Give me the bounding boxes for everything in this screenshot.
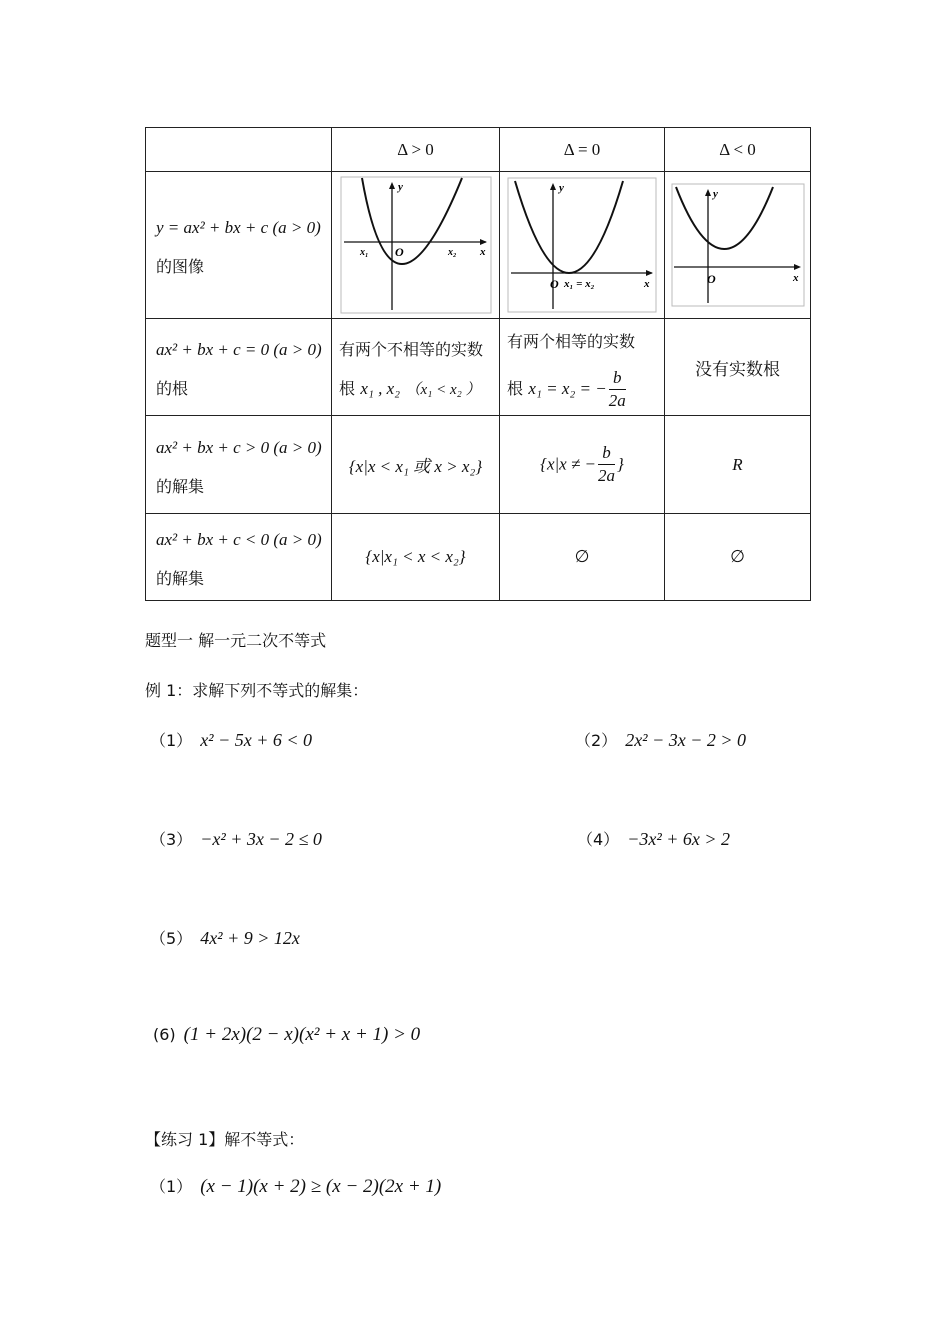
- table-row-roots: [146, 319, 811, 416]
- graph2-axis-y: y: [559, 182, 564, 194]
- graph1-origin: O: [394, 245, 404, 259]
- graph-label-text: 的图像: [156, 257, 205, 276]
- roots-eq-expr: x₁ = x₂ = −: [528, 379, 607, 398]
- example-item-3-num: （3）: [150, 830, 193, 849]
- example-item-4-expr: −3x² + 6x > 2: [627, 829, 731, 849]
- graph1-axis-y: y: [397, 181, 403, 193]
- graph-cell-delta-positive: [332, 172, 500, 319]
- roots-cell-delta-negative: 没有实数根: [665, 319, 811, 416]
- graph-cell-delta-negative: [665, 172, 811, 319]
- lt-label-text: 的解集: [156, 569, 205, 588]
- example-item-1-num: （1）: [150, 731, 193, 750]
- lt-solution-delta-zero: ∅: [500, 514, 665, 601]
- practice-item-1: [150, 1174, 441, 1198]
- example-item-2-num: （2）: [575, 731, 618, 750]
- roots-eq-frac-den: 2a: [608, 390, 626, 410]
- gt-eq-close: }: [617, 454, 624, 474]
- gt-eq-frac-den: 2a: [598, 466, 616, 485]
- row-label-gt: [146, 416, 332, 514]
- roots-eq-prefix: 根: [507, 379, 524, 398]
- example-item-6: [153, 1024, 420, 1046]
- section-title: 题型一 解一元二次不等式: [145, 631, 327, 650]
- header-empty: [146, 128, 332, 172]
- parabola-one-root-graph: [507, 177, 657, 313]
- header-delta-positive: Δ > 0: [332, 128, 500, 172]
- example-item-4-num: （4）: [577, 830, 620, 849]
- graph-function-formula: y = ax² + bx + c (a > 0): [156, 218, 321, 237]
- gt-solution-delta-zero: [500, 416, 665, 514]
- graph3-origin: O: [706, 272, 716, 286]
- graph3-axis-y: y: [712, 188, 718, 200]
- table-header-row: [146, 128, 811, 172]
- gt-inequality-formula: ax² + bx + c > 0 (a > 0): [156, 437, 322, 457]
- lt-solution-delta-negative: ∅: [665, 514, 811, 601]
- lt-solution-delta-positive: {x|x₁ < x < x₂}: [332, 514, 500, 601]
- gt-eq-expr: {x|x ≠ −: [540, 454, 597, 474]
- example-item-4: [577, 827, 730, 850]
- gt-eq-frac-num: b: [598, 442, 615, 465]
- graph1-axis-x: x: [479, 246, 485, 258]
- parabola-no-root-graph: [671, 183, 805, 307]
- roots-gt-line1: 有两个不相等的实数: [339, 340, 484, 359]
- graph2-root: x₁ = x₂: [564, 278, 595, 290]
- roots-eq-frac-num: b: [609, 367, 626, 390]
- gt-label-text: 的解集: [156, 476, 205, 496]
- graph-cell-delta-zero: [500, 172, 665, 319]
- roots-equation-formula: ax² + bx + c = 0 (a > 0): [156, 340, 322, 359]
- gt-solution-delta-positive: {x|x < x₁ 或 x > x₂}: [332, 416, 500, 514]
- graph1-root1: x₁: [359, 247, 368, 258]
- example-item-6-num: (6): [153, 1025, 176, 1044]
- header-delta-zero: Δ = 0: [500, 128, 665, 172]
- example-item-3: [150, 827, 322, 850]
- row-label-roots: [146, 319, 332, 416]
- header-delta-negative: Δ < 0: [665, 128, 811, 172]
- row-label-graph: [146, 172, 332, 319]
- practice-title: 【练习 1】解不等式：: [145, 1130, 305, 1149]
- roots-eq-line1: 有两个相等的实数: [507, 332, 636, 351]
- graph2-origin: O: [550, 277, 559, 291]
- roots-gt-values: x₁ , x₂: [360, 379, 401, 398]
- graph1-root2: x₂: [447, 247, 456, 258]
- roots-gt-line2: [339, 372, 499, 406]
- example-item-5-expr: 4x² + 9 > 12x: [200, 928, 300, 948]
- graph3-axis-x: x: [792, 272, 798, 284]
- table-row-graph: [146, 172, 811, 319]
- example-item-6-expr: (1 + 2x)(2 − x)(x² + x + 1) > 0: [183, 1024, 421, 1045]
- roots-label-text: 的根: [156, 379, 189, 398]
- table-row-lt-solution: [146, 514, 811, 601]
- roots-cell-delta-zero: [500, 319, 665, 416]
- example-item-1-expr: x² − 5x + 6 < 0: [200, 730, 313, 750]
- gt-eq-fraction: [598, 442, 615, 487]
- example-item-2-expr: 2x² − 3x − 2 > 0: [625, 730, 747, 750]
- table-row-gt-solution: [146, 416, 811, 514]
- example-item-3-expr: −x² + 3x − 2 ≤ 0: [200, 829, 322, 849]
- practice-item-1-num: （1）: [150, 1177, 193, 1196]
- practice-item-1-expr: (x − 1)(x + 2) ≥ (x − 2)(2x + 1): [200, 1176, 442, 1197]
- example-item-5: [150, 926, 300, 949]
- comparison-table: [145, 127, 811, 601]
- roots-gt-prefix: 根: [339, 379, 356, 398]
- roots-gt-condition: （x₁ < x₂ ）: [405, 382, 481, 398]
- row-label-lt: [146, 514, 332, 601]
- roots-eq-line2: [507, 364, 664, 414]
- roots-cell-delta-positive: [332, 319, 500, 416]
- gt-solution-delta-negative: R: [665, 416, 811, 514]
- roots-eq-fraction: [609, 367, 626, 412]
- parabola-two-roots-graph: [340, 176, 492, 314]
- example-item-2: [575, 728, 746, 751]
- example-item-1: [150, 728, 312, 751]
- lt-inequality-formula: ax² + bx + c < 0 (a > 0): [156, 530, 322, 549]
- graph2-axis-x: x: [644, 278, 650, 290]
- example-title: 例 1：求解下列不等式的解集：: [145, 681, 369, 700]
- example-item-5-num: （5）: [150, 929, 193, 948]
